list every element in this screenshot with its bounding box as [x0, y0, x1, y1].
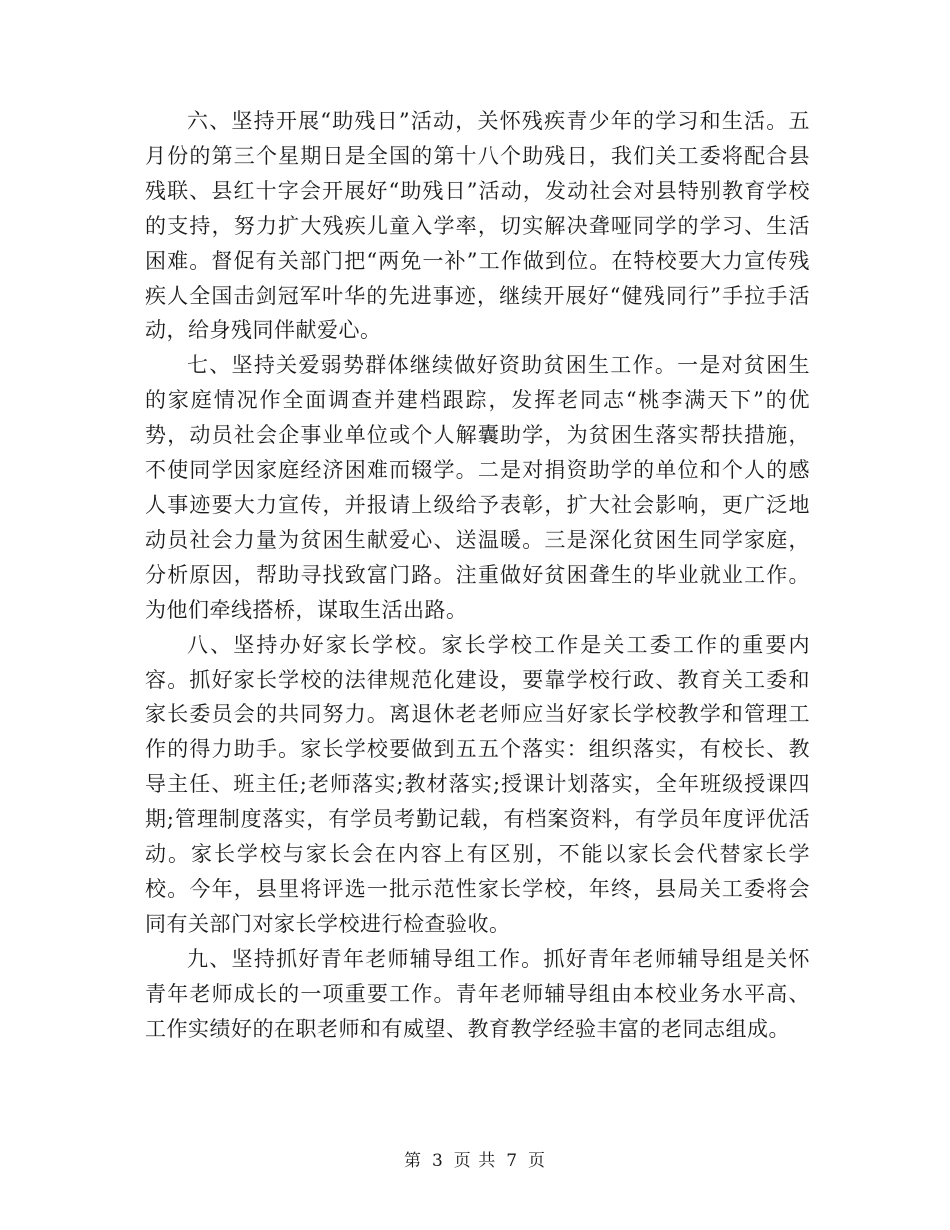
footer-suffix: 页: [528, 1151, 547, 1171]
footer-prefix: 第: [403, 1151, 422, 1171]
paragraph-seven: 七、坚持关爱弱势群体继续做好资助贫困生工作。一是对贫困生的家庭情况作全面调查并建档跟踪，发挥老同志“桃李满天下”的优势，动员社会企事业单位或个人解囊助学，为贫困生落实帮扶措施，不使同学因家庭经济困难而辍学。二是对捐资助学的单位和个人的感人事迹要大力宣传，并报请上级给予表彰，扩大社会影响，更广泛地动员社会力量为贫困生献爱心、送温暖。三是深化贫困生同学家庭，分析原因，帮助寻找致富门路。注重做好贫困聋生的毕业就业工作。为他们牵线搭桥，谋取生活出路。: [145, 353, 810, 622]
page-footer: [0, 1146, 950, 1171]
paragraph-eight: 八、坚持办好家长学校。家长学校工作是关工委工作的重要内容。抓好家长学校的法律规范化建设，要靠学校行政、教育关工委和家长委员会的共同努力。离退休老老师应当好家长学校教学和管理工作的得力助手。家长学校要做到五五个落实：组织落实，有校长、教导主任、班主任;老师落实;教材落实;授课计划落实，全年班级授课四期;管理制度落实，有学员考勤记载，有档案资料，有学员年度评优活动。家长学校与家长会在内容上有区别，不能以家长会代替家长学校。今年，县里将评选一批示范性家长学校，年终，县局关工委将会同有关部门对家长学校进行检查验收。: [145, 632, 810, 936]
document-body: [145, 104, 810, 1046]
paragraph-six: 六、坚持开展“助残日”活动，关怀残疾青少年的学习和生活。五月份的第三个星期日是全国的第十八个助残日，我们关工委将配合县残联、县红十字会开展好“助残日”活动，发动社会对县特别教育学校的支持，努力扩大残疾儿童入学率，切实解决聋哑同学的学习、生活困难。督促有关部门把“两免一补”工作做到位。在特校要大力宣传残疾人全国击剑冠军叶华的先进事迹，继续开展好“健残同行”手拉手活动，给身残同伴献爱心。: [145, 109, 810, 343]
footer-page-total: 7: [506, 1151, 519, 1171]
footer-mid: 页 共: [453, 1151, 497, 1171]
paragraph-nine: 九、坚持抓好青年老师辅导组工作。抓好青年老师辅导组是关怀青年老师成长的一项重要工作。青年老师辅导组由本校业务水平高、工作实绩好的在职老师和有威望、教育教学经验丰富的老同志组成。: [145, 946, 810, 1041]
footer-page-number: 3: [431, 1151, 444, 1171]
